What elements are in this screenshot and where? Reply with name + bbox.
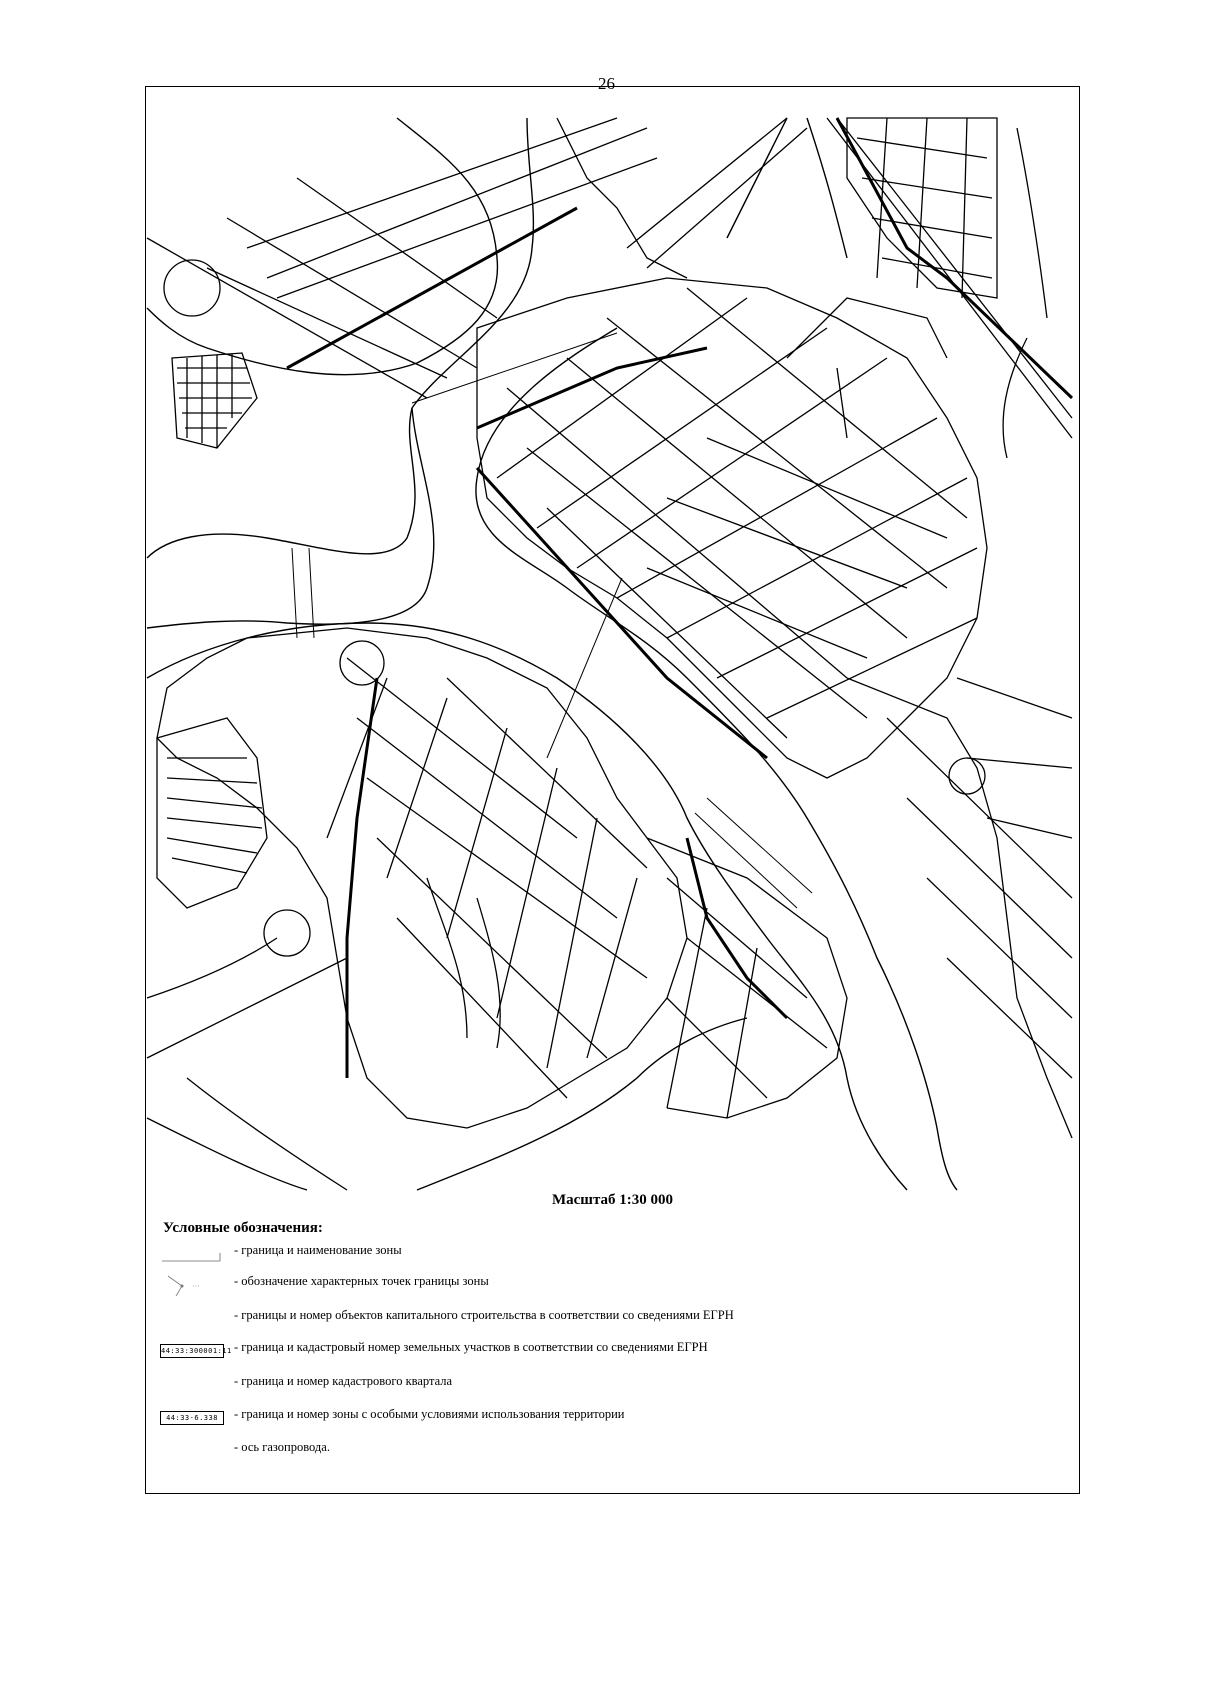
map-canvas[interactable] <box>147 118 1072 1190</box>
map-drawing <box>147 118 1072 1190</box>
legend-text: - граница и номер зоны с особыми условиями использования территории <box>234 1407 625 1421</box>
legend-item-special-zone <box>160 1405 1040 1433</box>
legend-item-land-plots <box>160 1338 1040 1366</box>
svg-text:···: ··· <box>192 1282 200 1291</box>
page-number: 26 <box>598 74 615 93</box>
legend-text: - обозначение характерных точек границы зоны <box>234 1274 489 1288</box>
legend-text: - границы и номер объектов капитального строительства в соответствии со сведениями ЕГРН <box>234 1308 734 1322</box>
legend-item-boundary-points <box>160 1272 1040 1300</box>
zone-boundary-symbol <box>160 1241 224 1267</box>
legend-item-zone-boundary <box>160 1241 1040 1269</box>
legend-text: - ось газопровода. <box>234 1440 330 1454</box>
legend-title: Условные обозначения: <box>163 1220 323 1236</box>
legend-text: - граница и наименование зоны <box>234 1243 402 1257</box>
legend-text: - граница и кадастровый номер земельных участков в соответствии со сведениями ЕГРН <box>234 1340 708 1354</box>
boundary-points-symbol <box>160 1272 224 1298</box>
land-plot-label-symbol: 44:33:300001:11 <box>160 1344 224 1358</box>
legend-item-cadastral-quarter <box>160 1372 1040 1400</box>
legend-item-gas-pipeline <box>160 1438 1040 1466</box>
legend-text: - граница и номер кадастрового квартала <box>234 1374 453 1388</box>
map-scale-label: Масштаб 1:30 000 <box>551 1192 674 1208</box>
legend-item-capital-construction <box>160 1306 1040 1334</box>
special-zone-label-symbol: 44:33-6.338 <box>160 1411 224 1425</box>
